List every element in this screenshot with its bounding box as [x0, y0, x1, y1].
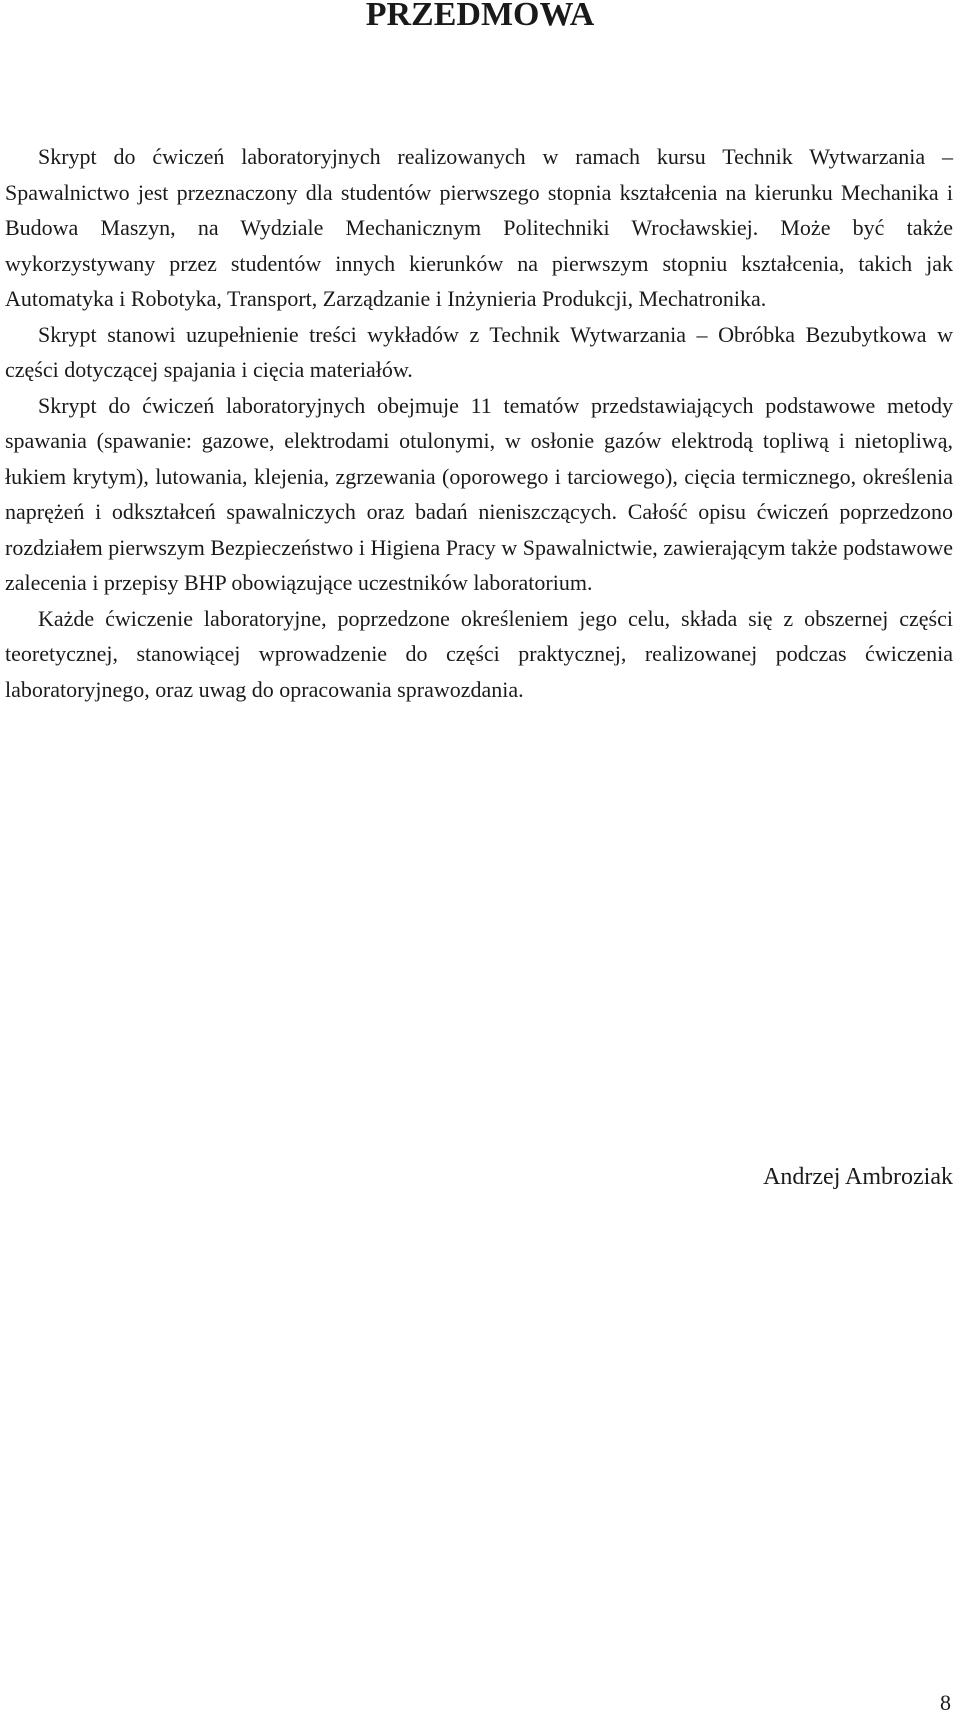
paragraph-topics: Skrypt do ćwiczeń laboratoryjnych obejmuje 11 tematów przedstawiających podstawowe metody spawania (spawanie: gazowe, elektrodami otulonymi, w osłonie gazów elektrodą topliwą i nietopliwą, łukiem krytym), lutowania, klejenia, zgrzewania (oporowego i tarciowego), cięcia termicznego, określenia naprężeń i odkształceń spawalniczych oraz badań nieniszczących. Całość opisu ćwiczeń poprzedzono rozdziałem pierwszym Bezpieczeństwo i Higiena Pracy w Spawalnictwie, zawierającym także podstawowe zalecenia i przepisy BHP obowiązujące uczestników laboratorium.	[5, 392, 953, 595]
paragraph-structure: Każde ćwiczenie laboratoryjne, poprzedzone określeniem jego celu, składa się z obszernej części teoretycznej, stanowiącej wprowadzenie do części praktycznej, realizowanej podczas ćwiczenia laboratoryjnego, oraz uwag do opracowania sprawozdania.	[5, 605, 953, 702]
preface-body	[5, 139, 953, 707]
page-title: PRZEDMOWA	[365, 0, 595, 33]
page-number: 8	[940, 1690, 951, 1715]
author-signature: Andrzej Ambroziak	[763, 1164, 953, 1190]
paragraph-intro: Skrypt do ćwiczeń laboratoryjnych realizowanych w ramach kursu Technik Wytwarzania – Spawalnictwo jest przeznaczony dla studentów pierwszego stopnia kształcenia na kierunku Mechanika i Budowa Maszyn, na Wydziale Mechanicznym Politechniki Wrocławskiej. Może być także wykorzystywany przez studentów innych kierunków na pierwszym stopniu kształcenia, takich jak Automatyka i Robotyka, Transport, Zarządzanie i Inżynieria Produkcji, Mechatronika.	[5, 144, 953, 311]
paragraph-supplement: Skrypt stanowi uzupełnienie treści wykładów z Technik Wytwarzania – Obróbka Bezubytkowa w części dotyczącej spajania i cięcia materiałów.	[5, 321, 953, 382]
